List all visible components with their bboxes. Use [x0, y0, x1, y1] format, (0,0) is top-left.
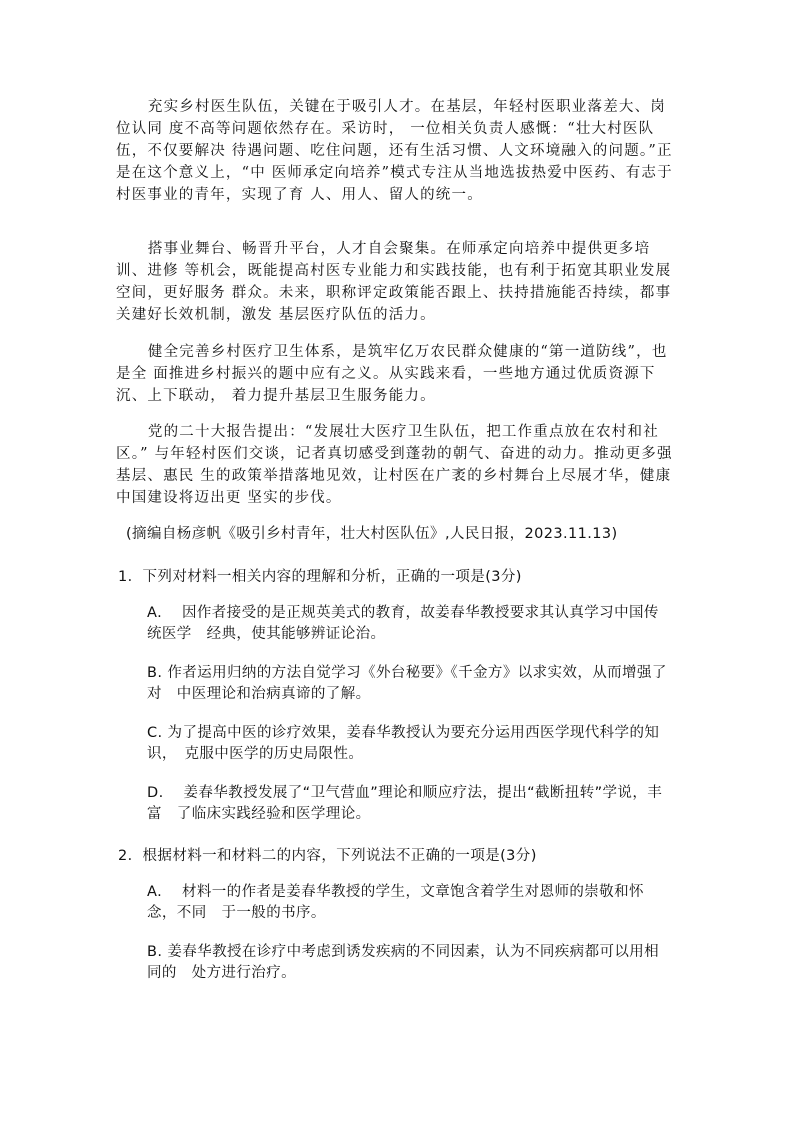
question-1-option-c: C. 为了提高中医的诊疗效果，姜春华教授认为要充分运用西医学现代科学的知识， 克服中医学的历史局限性。 — [147, 725, 660, 762]
question-1-option-d: D. 姜春华教授发展了“卫气营血”理论和顺应疗法，提出“截断扭转”学说，丰富 了临床实践经验和医学理论。 — [147, 785, 663, 822]
material-paragraph-4: 党的二十大报告提出：“发展壮大医疗卫生队伍，把工作重点放在农村和社区。” 与年轻村医们交谈，记者真切感受到蓬勃的朝气、奋进的动力。推动更多强基层、惠民 生的政策举措落地见效，让村医在广袤的乡村舞台上尽展才华，健康中国建设将迈出更 坚实的步伐。 — [116, 424, 673, 506]
material-paragraph-1: 充实乡村医生队伍，关键在于吸引人才。在基层，年轻村医职业落差大、岗位认同 度不高等问题依然存在。采访时， 一位相关负责人感慨：“壮大村医队伍，不仅要解决 待遇问题、吃住问题，还有生活习惯、人文环境融入的问题。”正是在这个意义上，“中 医师承定向培养”模式专注从当地选拔热爱中医药、有志于村医事业的青年，实现了育 人、用人、留人的统一。 — [116, 99, 673, 203]
question-2-option-b: B. 姜春华教授在诊疗中考虑到诱发疾病的不同因素，认为不同疾病都可以用相同的 处方进行治疗。 — [147, 944, 660, 981]
question-1-option-b: B. 作者运用归纳的方法自觉学习《外台秘要》《千金方》以求实效，从而增强了对 中医理论和治病真谛的了解。 — [147, 665, 667, 702]
question-1-stem: 1．下列对材料一相关内容的理解和分析，正确的一项是(3分) — [118, 569, 522, 585]
material-paragraph-3: 健全完善乡村医疗卫生体系，是筑牢亿万农民群众健康的“第一道防线”，也是全 面推进乡村振兴的题中应有之义。从实践来看，一些地方通过优质资源下沉、上下联动， 着力提升基层卫生服务能力。 — [116, 344, 668, 404]
question-1-option-a: A. 因作者接受的是正规英美式的教育，故姜春华教授要求其认真学习中国传统医学 经典，使其能够辨证论治。 — [147, 605, 659, 642]
source-citation: (摘编自杨彦帆《吸引乡村青年，壮大村医队伍》,人民日报，2023.11.13) — [126, 526, 618, 542]
question-2-stem: 2．根据材料一和材料二的内容，下列说法不正确的一项是(3分) — [118, 848, 537, 864]
material-paragraph-2: 搭事业舞台、畅晋升平台，人才自会聚集。在师承定向培养中提供更多培训、进修 等机会，既能提高村医专业能力和实践技能，也有利于拓宽其职业发展空间，更好服务 群众。未来，职称评定政策能否跟上、扶持措施能否持续，都事关建好长效机制，激发 基层医疗队伍的活力。 — [116, 241, 672, 323]
question-2-option-a: A. 材料一的作者是姜春华教授的学生，文章饱含着学生对恩师的崇敬和怀念，不同 于一般的书序。 — [147, 884, 644, 921]
